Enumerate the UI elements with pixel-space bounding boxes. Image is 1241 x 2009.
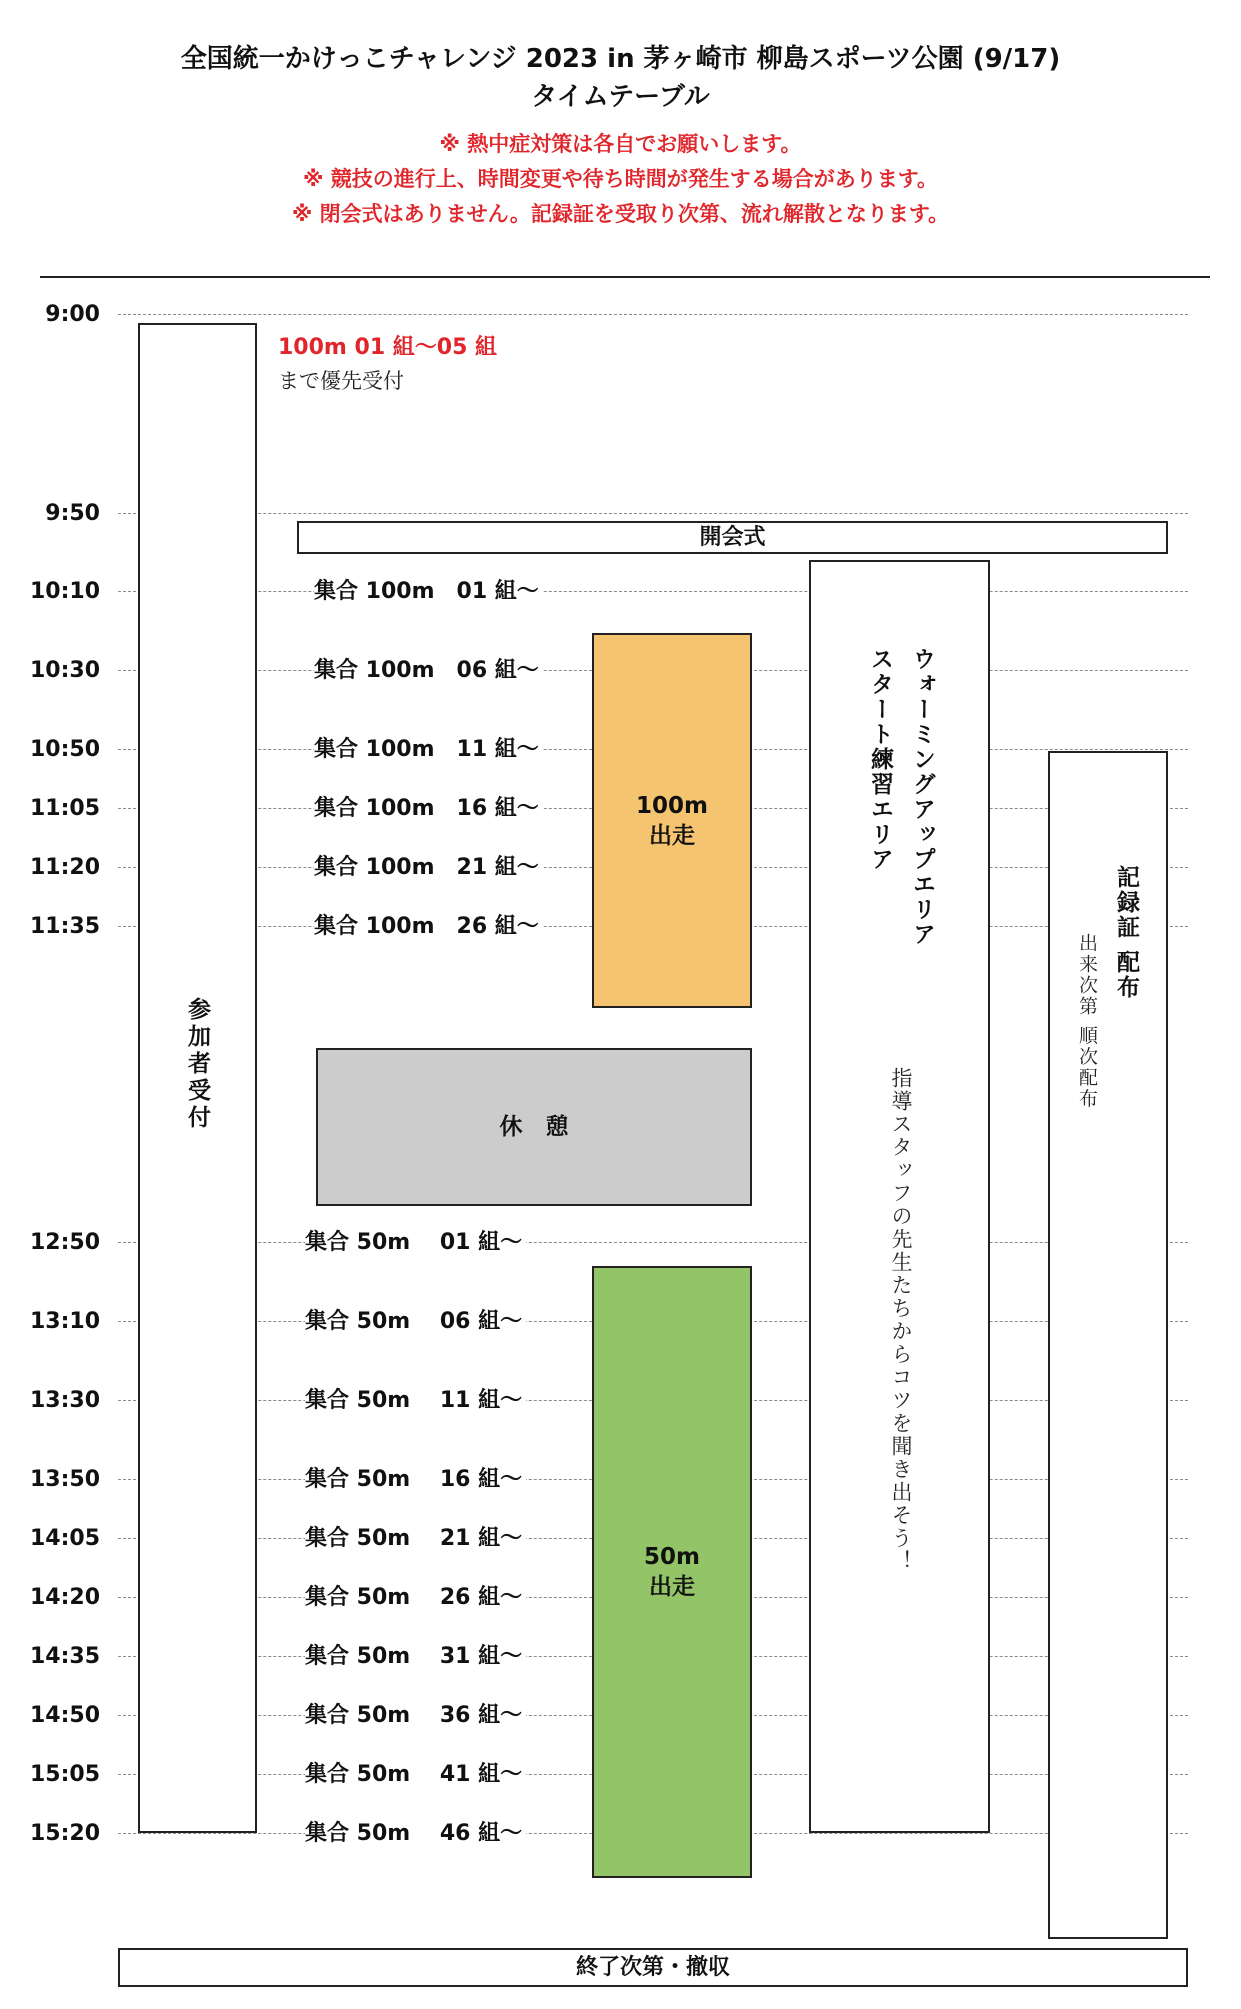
assembly-100m-item: 集合 100m 06 組〜 bbox=[314, 657, 543, 685]
notice-delay: ※ 競技の進行上、時間変更や待ち時間が発生する場合があります。 bbox=[302, 167, 939, 191]
priority-reception-note: まで優先受付 bbox=[278, 369, 404, 393]
assembly-50m-item: 集合 50m 06 組〜 bbox=[305, 1308, 526, 1336]
time-label: 11:35 bbox=[29, 914, 100, 939]
time-gridline bbox=[118, 1242, 1188, 1243]
closing-bar bbox=[118, 1948, 1188, 1987]
break-block bbox=[316, 1048, 752, 1206]
break-label: 休 憩 bbox=[499, 1114, 569, 1140]
time-gridline bbox=[118, 314, 1188, 315]
assembly-100m-item: 集合 100m 26 組〜 bbox=[314, 913, 543, 941]
certificate-note: 出来次第 順次配布 bbox=[1076, 933, 1098, 1110]
assembly-50m-item: 集合 50m 31 組〜 bbox=[305, 1643, 526, 1671]
time-label: 14:05 bbox=[29, 1526, 100, 1551]
warmup-note: 指導スタッフの先生たちからコツを聞き出そう！ bbox=[889, 1067, 913, 1573]
assembly-50m-item: 集合 50m 21 組〜 bbox=[305, 1525, 526, 1553]
time-gridline bbox=[118, 513, 1188, 514]
time-label: 9:00 bbox=[45, 302, 100, 327]
assembly-50m-item: 集合 50m 01 組〜 bbox=[305, 1229, 526, 1257]
warmup-area-title: ウォーミングアップエリア bbox=[909, 647, 935, 947]
start-practice-area-title: スタート練習エリア bbox=[867, 647, 893, 872]
time-label: 15:05 bbox=[29, 1762, 100, 1787]
time-label: 14:35 bbox=[29, 1644, 100, 1669]
notice-heat: ※ 熱中症対策は各自でお願いします。 bbox=[439, 132, 802, 156]
time-label: 10:50 bbox=[29, 737, 100, 762]
run-100m-distance: 100m bbox=[636, 792, 708, 819]
time-label: 10:30 bbox=[29, 658, 100, 683]
warmup-area-box bbox=[809, 560, 990, 1833]
time-gridline bbox=[118, 591, 1188, 592]
assembly-50m-item: 集合 50m 11 組〜 bbox=[305, 1387, 526, 1415]
closing-label: 終了次第・撤収 bbox=[575, 1954, 730, 1980]
assembly-100m-item: 集合 100m 21 組〜 bbox=[314, 854, 543, 882]
run-100m-block bbox=[592, 633, 752, 1008]
opening-ceremony-bar bbox=[297, 521, 1168, 554]
assembly-50m-item: 集合 50m 41 組〜 bbox=[305, 1761, 526, 1789]
priority-reception-groups: 100m 01 組〜05 組 bbox=[278, 335, 498, 360]
reception-box bbox=[138, 323, 257, 1833]
certificate-box bbox=[1048, 751, 1168, 1939]
page-title: 全国統一かけっこチャレンジ 2023 in 茅ヶ崎市 柳島スポーツ公園 (9/17) bbox=[180, 44, 1061, 74]
time-label: 13:30 bbox=[29, 1388, 100, 1413]
notice-no-closing: ※ 閉会式はありません。記録証を受取り次第、流れ解散となります。 bbox=[291, 202, 950, 226]
assembly-50m-item: 集合 50m 46 組〜 bbox=[305, 1820, 526, 1848]
run-50m-distance: 50m bbox=[644, 1544, 700, 1570]
run-50m-block bbox=[592, 1266, 752, 1878]
time-label: 13:50 bbox=[29, 1467, 100, 1492]
time-label: 9:50 bbox=[45, 501, 100, 526]
assembly-50m-item: 集合 50m 26 組〜 bbox=[305, 1584, 526, 1612]
run-50m-label: 出走 bbox=[649, 1574, 695, 1600]
page-subtitle: タイムテーブル bbox=[531, 82, 710, 112]
header-divider bbox=[40, 276, 1210, 278]
time-label: 13:10 bbox=[29, 1309, 100, 1334]
time-label: 15:20 bbox=[29, 1821, 100, 1846]
time-label: 11:05 bbox=[29, 796, 100, 821]
time-label: 14:50 bbox=[29, 1703, 100, 1728]
time-label: 11:20 bbox=[29, 855, 100, 880]
time-label: 12:50 bbox=[29, 1230, 100, 1255]
time-label: 14:20 bbox=[29, 1585, 100, 1610]
assembly-100m-item: 集合 100m 11 組〜 bbox=[314, 736, 543, 764]
assembly-100m-item: 集合 100m 01 組〜 bbox=[314, 578, 543, 606]
run-100m-label: 出走 bbox=[649, 822, 695, 849]
time-label: 10:10 bbox=[29, 579, 100, 604]
opening-ceremony-label: 開会式 bbox=[699, 524, 766, 550]
reception-label: 参加者受付 bbox=[184, 997, 210, 1132]
assembly-50m-item: 集合 50m 36 組〜 bbox=[305, 1702, 526, 1730]
assembly-50m-item: 集合 50m 16 組〜 bbox=[305, 1466, 526, 1494]
assembly-100m-item: 集合 100m 16 組〜 bbox=[314, 795, 543, 823]
certificate-title: 記録証 配布 bbox=[1113, 865, 1139, 1001]
